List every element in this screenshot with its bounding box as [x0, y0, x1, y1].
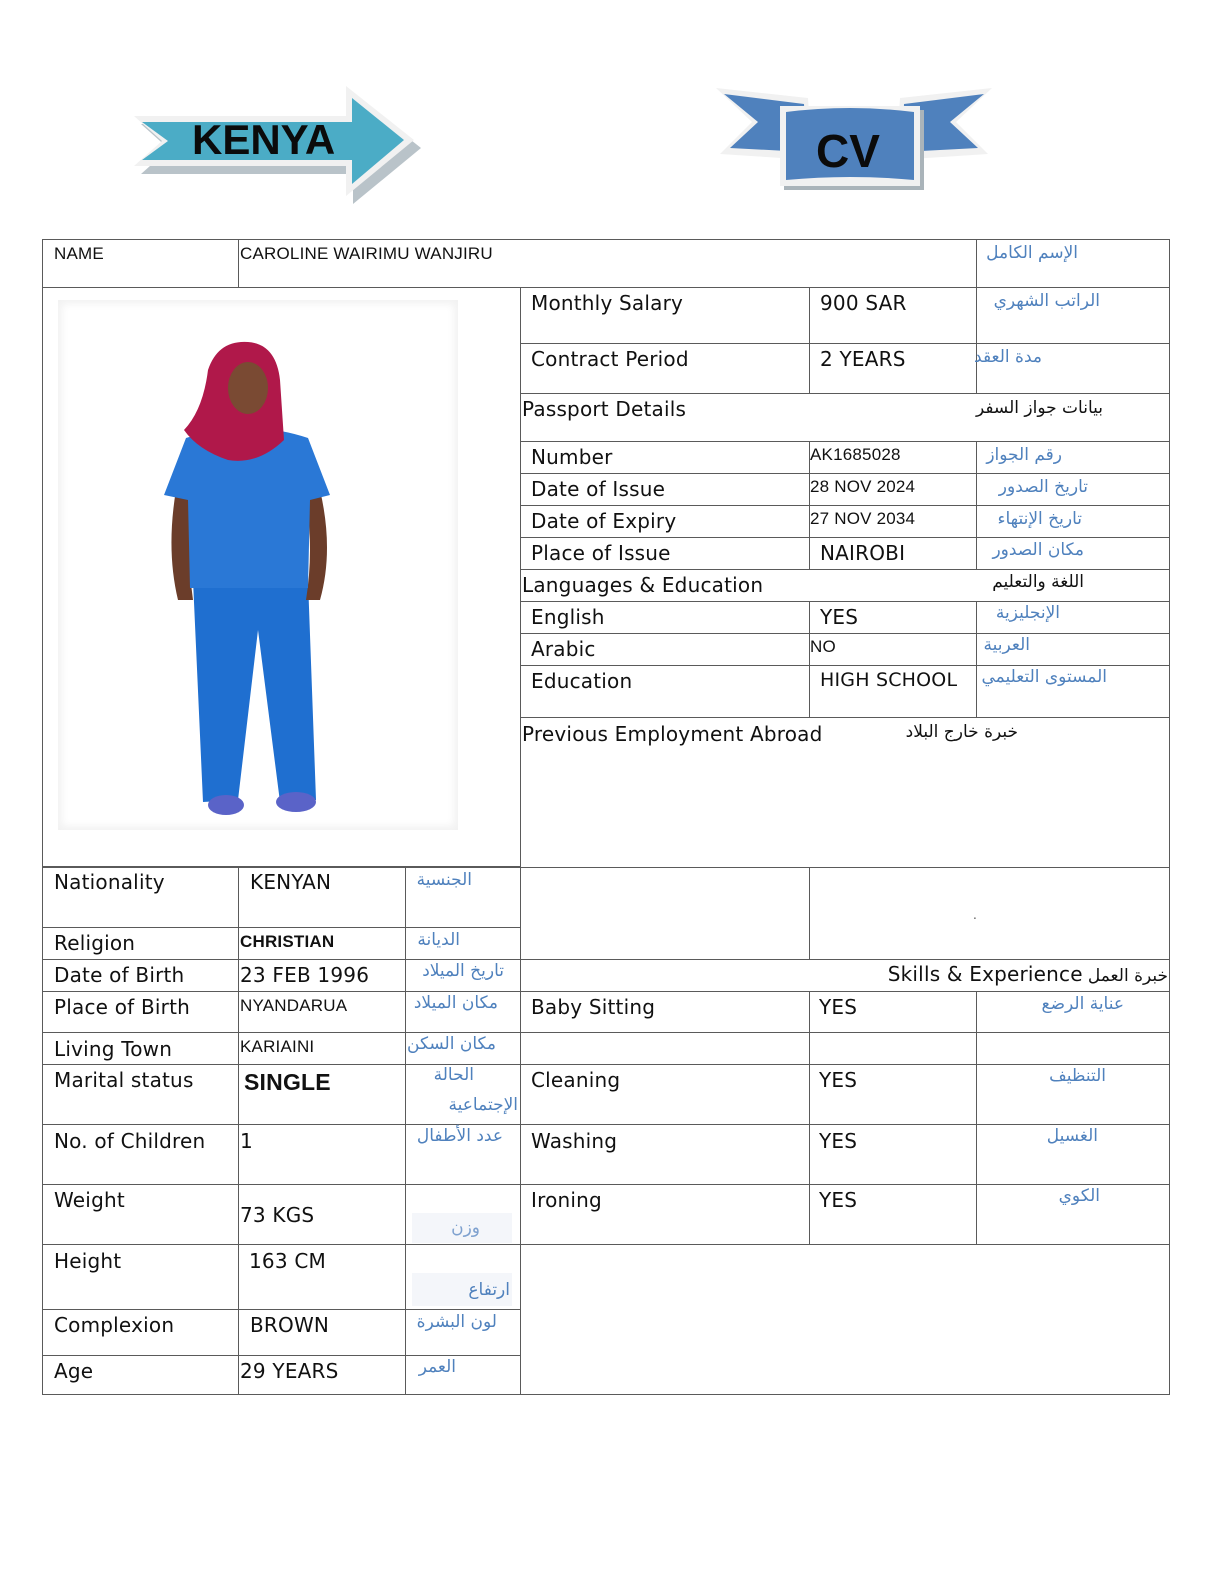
skills-title-group — [888, 962, 1168, 986]
english-label: English — [531, 605, 605, 629]
salary-label-ar: الراتب الشهري — [993, 291, 1100, 311]
complexion-value: BROWN — [250, 1313, 330, 1337]
dob-label: Date of Birth — [54, 963, 185, 987]
marital-status-label: Marital status — [54, 1068, 194, 1092]
cleaning-value: YES — [819, 1068, 858, 1092]
person-silhouette-icon — [58, 300, 458, 830]
languages-title: Languages & Education — [522, 573, 764, 597]
living-town-value: KARIAINI — [240, 1037, 315, 1056]
previous-employment-title: Previous Employment Abroad — [522, 722, 823, 746]
issue-place-label: Place of Issue — [531, 541, 671, 565]
children-value: 1 — [240, 1129, 253, 1153]
weight-label-ar: وزن — [451, 1218, 480, 1238]
age-label-ar: العمر — [418, 1357, 456, 1377]
contract-label: Contract Period — [531, 347, 689, 371]
height-label: Height — [54, 1249, 122, 1273]
name-label-ar: الإسم الكامل — [986, 243, 1078, 263]
height-value: 163 CM — [249, 1249, 326, 1273]
cleaning-label: Cleaning — [531, 1068, 621, 1092]
previous-employment-marker: . — [973, 908, 978, 922]
skills-title-ar: خبرة العمل — [1087, 966, 1168, 986]
baby-sitting-value: YES — [819, 995, 858, 1019]
issue-place-label-ar: مكان الصدور — [992, 540, 1084, 560]
issue-date-label-ar: تاريخ الصدور — [998, 477, 1088, 497]
religion-label: Religion — [54, 931, 136, 955]
arabic-label-ar: العربية — [983, 635, 1030, 655]
complexion-label: Complexion — [54, 1313, 175, 1337]
education-value: HIGH SCHOOL — [820, 669, 958, 691]
english-value: YES — [820, 605, 859, 629]
ironing-label: Ironing — [531, 1188, 602, 1212]
skills-title: Skills & Experience — [887, 962, 1083, 986]
arabic-value: NO — [810, 637, 836, 656]
marital-status-label-ar-line2: الإجتماعية — [448, 1095, 518, 1115]
table-cell — [238, 1124, 406, 1185]
religion-label-ar: الديانة — [417, 930, 460, 950]
candidate-photo — [58, 300, 458, 830]
cv-banner-text: CV — [816, 125, 880, 177]
issue-place-value: NAIROBI — [820, 541, 906, 565]
contract-label-ar: مدة العقد — [974, 347, 1042, 367]
nationality-label-ar: الجنسية — [416, 870, 472, 890]
passport-number-value: AK1685028 — [810, 445, 901, 464]
weight-value: 73 KGS — [240, 1203, 315, 1227]
baby-sitting-label-ar: عناية الرضع — [1041, 994, 1124, 1014]
blank-bottom-right-cell — [520, 1244, 1170, 1395]
passport-title: Passport Details — [522, 397, 687, 421]
dob-label-ar: تاريخ الميلاد — [422, 961, 504, 981]
name-label: NAME — [54, 244, 104, 263]
washing-label-ar: الغسيل — [1046, 1126, 1098, 1146]
marital-status-value: SINGLE — [244, 1069, 331, 1095]
washing-label: Washing — [531, 1129, 618, 1153]
washing-value: YES — [819, 1129, 858, 1153]
table-cell — [976, 1032, 1170, 1065]
english-label-ar: الإنجليزية — [995, 603, 1060, 623]
living-town-label-ar: مكان السكن — [407, 1034, 496, 1054]
previous-employment-detail-cell — [809, 867, 1170, 960]
pob-label-ar: مكان الميلاد — [413, 993, 498, 1013]
previous-employment-empty-cell — [520, 867, 810, 960]
children-label: No. of Children — [54, 1129, 206, 1153]
salary-label: Monthly Salary — [531, 291, 684, 315]
expiry-date-label-ar: تاريخ الإنتهاء — [997, 509, 1082, 529]
nationality-label: Nationality — [54, 870, 165, 894]
education-label: Education — [531, 669, 633, 693]
children-label-ar: عدد الأطفال — [416, 1126, 503, 1146]
expiry-date-label: Date of Expiry — [531, 509, 677, 533]
weight-label: Weight — [54, 1188, 125, 1212]
ironing-value: YES — [819, 1188, 858, 1212]
baby-sitting-label: Baby Sitting — [531, 995, 656, 1019]
pob-label: Place of Birth — [54, 995, 190, 1019]
passport-number-label: Number — [531, 445, 613, 469]
marital-status-label-ar-line1: الحالة — [433, 1065, 474, 1085]
salary-value: 900 SAR — [820, 291, 907, 315]
age-value: 29 YEARS — [240, 1359, 339, 1383]
table-cell — [809, 1032, 977, 1065]
passport-number-label-ar: رقم الجواز — [986, 445, 1062, 465]
nationality-value: KENYAN — [250, 870, 332, 894]
arabic-label: Arabic — [531, 637, 596, 661]
living-town-label: Living Town — [54, 1037, 173, 1061]
dob-value: 23 FEB 1996 — [240, 963, 370, 987]
pob-value: NYANDARUA — [240, 996, 348, 1015]
religion-value: CHRISTIAN — [240, 932, 335, 951]
cleaning-label-ar: التنظيف — [1049, 1066, 1106, 1086]
country-banner-text: KENYA — [192, 116, 336, 163]
age-label: Age — [54, 1359, 94, 1383]
previous-employment-title-ar: خبرة خارج البلاد — [905, 722, 1018, 742]
complexion-label-ar: لون البشرة — [416, 1312, 497, 1332]
languages-title-ar: اللغة والتعليم — [992, 572, 1084, 592]
contract-value: 2 YEARS — [820, 347, 906, 371]
issue-date-value: 28 NOV 2024 — [810, 477, 916, 496]
education-label-ar: المستوى التعليمي — [981, 667, 1107, 687]
expiry-date-value: 27 NOV 2034 — [810, 509, 916, 528]
height-label-ar: ارتفاع — [468, 1280, 510, 1300]
passport-title-ar: بيانات جواز السفر — [975, 398, 1103, 418]
candidate-name: CAROLINE WAIRIMU WANJIRU — [240, 244, 493, 263]
ironing-label-ar: الكوي — [1058, 1186, 1100, 1206]
table-row — [520, 1032, 810, 1065]
issue-date-label: Date of Issue — [531, 477, 666, 501]
